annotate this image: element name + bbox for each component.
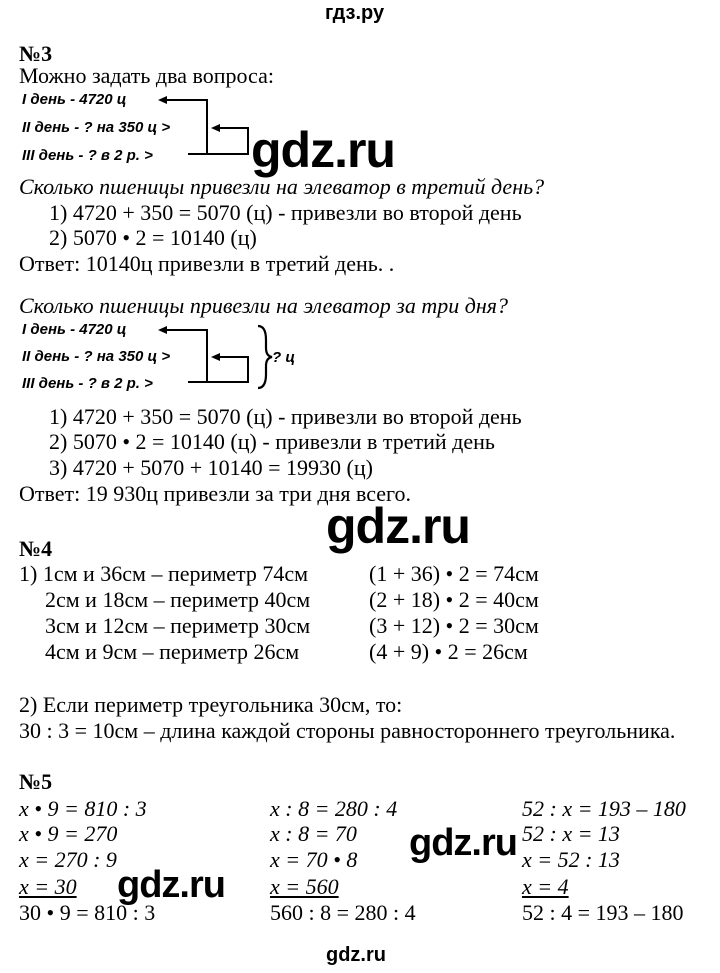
task4-row-1-right: (1 + 36) • 2 = 74см (369, 561, 539, 586)
col1-line-5: 30 • 9 = 810 : 3 (19, 900, 156, 925)
col2-line-2: x : 8 = 70 (270, 821, 357, 846)
scheme2-day2: II день - ? на 350 ц > (22, 348, 171, 365)
q2-step-3: 3) 4720 + 5070 + 10140 = 19930 (ц) (49, 455, 373, 480)
task4-row-3-right: (3 + 12) • 2 = 30см (369, 613, 539, 638)
site-footer: gdz.ru (326, 944, 386, 966)
col3-line-4: x = 4 (522, 874, 569, 899)
task4-row-3-left: 3см и 12см – периметр 30см (45, 613, 311, 638)
task4-row-2-left: 2см и 18см – периметр 40см (45, 587, 311, 612)
q1-question: Сколько пшеницы привезли на элеватор в третий день? (19, 174, 545, 199)
scheme1-day2: II день - ? на 350 ц > (22, 119, 171, 136)
site-header: гдз.ру (325, 2, 385, 24)
col3-line-2: 52 : x = 13 (522, 821, 620, 846)
watermark-4: gdz.ru (117, 864, 225, 906)
scheme2-total: ? ц (272, 349, 296, 366)
q2-step-2: 2) 5070 • 2 = 10140 (ц) - привезли в третий день (49, 429, 495, 454)
col1-line-3: x = 270 : 9 (19, 847, 117, 872)
task4-part2-line-1: 2) Если периметр треугольника 30см, то: (19, 692, 403, 717)
task4-row-4-right: (4 + 9) • 2 = 26см (369, 639, 528, 664)
scheme1-day3: III день - ? в 2 р. > (22, 147, 153, 164)
watermark-3: gdz.ru (409, 822, 517, 864)
col1-line-2: x • 9 = 270 (19, 821, 118, 846)
col2-line-4: x = 560 (270, 874, 339, 899)
task-3-intro: Можно задать два вопроса: (19, 63, 274, 88)
q1-answer: Ответ: 10140ц привезли в третий день. . (19, 251, 395, 276)
scheme2-day3: III день - ? в 2 р. > (22, 375, 153, 392)
col3-line-1: 52 : x = 193 – 180 (522, 796, 686, 821)
col3-line-5: 52 : 4 = 193 – 180 (522, 900, 684, 925)
q2-step-1: 1) 4720 + 350 = 5070 (ц) - привезли во второй день (49, 404, 522, 429)
task-5-number: №5 (19, 769, 53, 794)
watermark-1: gdz.ru (251, 122, 395, 178)
scheme1-day1: I день - 4720 ц (22, 91, 127, 108)
col3-line-3: x = 52 : 13 (522, 847, 620, 872)
col2-line-3: x = 70 • 8 (270, 847, 358, 872)
task-4-number: №4 (19, 536, 53, 561)
watermark-2: gdz.ru (326, 498, 470, 554)
q1-step-2: 2) 5070 • 2 = 10140 (ц) (49, 225, 257, 250)
task4-row-2-right: (2 + 18) • 2 = 40см (369, 587, 539, 612)
col2-line-5: 560 : 8 = 280 : 4 (270, 900, 416, 925)
task4-part2-line-2: 30 : 3 = 10см – длина каждой стороны равностороннего треугольника. (19, 718, 676, 743)
q2-answer: Ответ: 19 930ц привезли за три дня всего. (19, 481, 412, 506)
scheme2-day1: I день - 4720 ц (22, 321, 127, 338)
task-3-number: №3 (19, 41, 53, 66)
col1-line-1: x • 9 = 810 : 3 (19, 796, 147, 821)
col2-line-1: x : 8 = 280 : 4 (270, 796, 398, 821)
q2-question: Сколько пшеницы привезли на элеватор за три дня? (19, 293, 508, 318)
col1-line-4: x = 30 (19, 874, 77, 899)
q1-step-1: 1) 4720 + 350 = 5070 (ц) - привезли во второй день (49, 200, 522, 225)
task4-row-1-left: 1) 1см и 36см – периметр 74см (19, 561, 309, 586)
task4-row-4-left: 4см и 9см – периметр 26см (45, 639, 300, 664)
